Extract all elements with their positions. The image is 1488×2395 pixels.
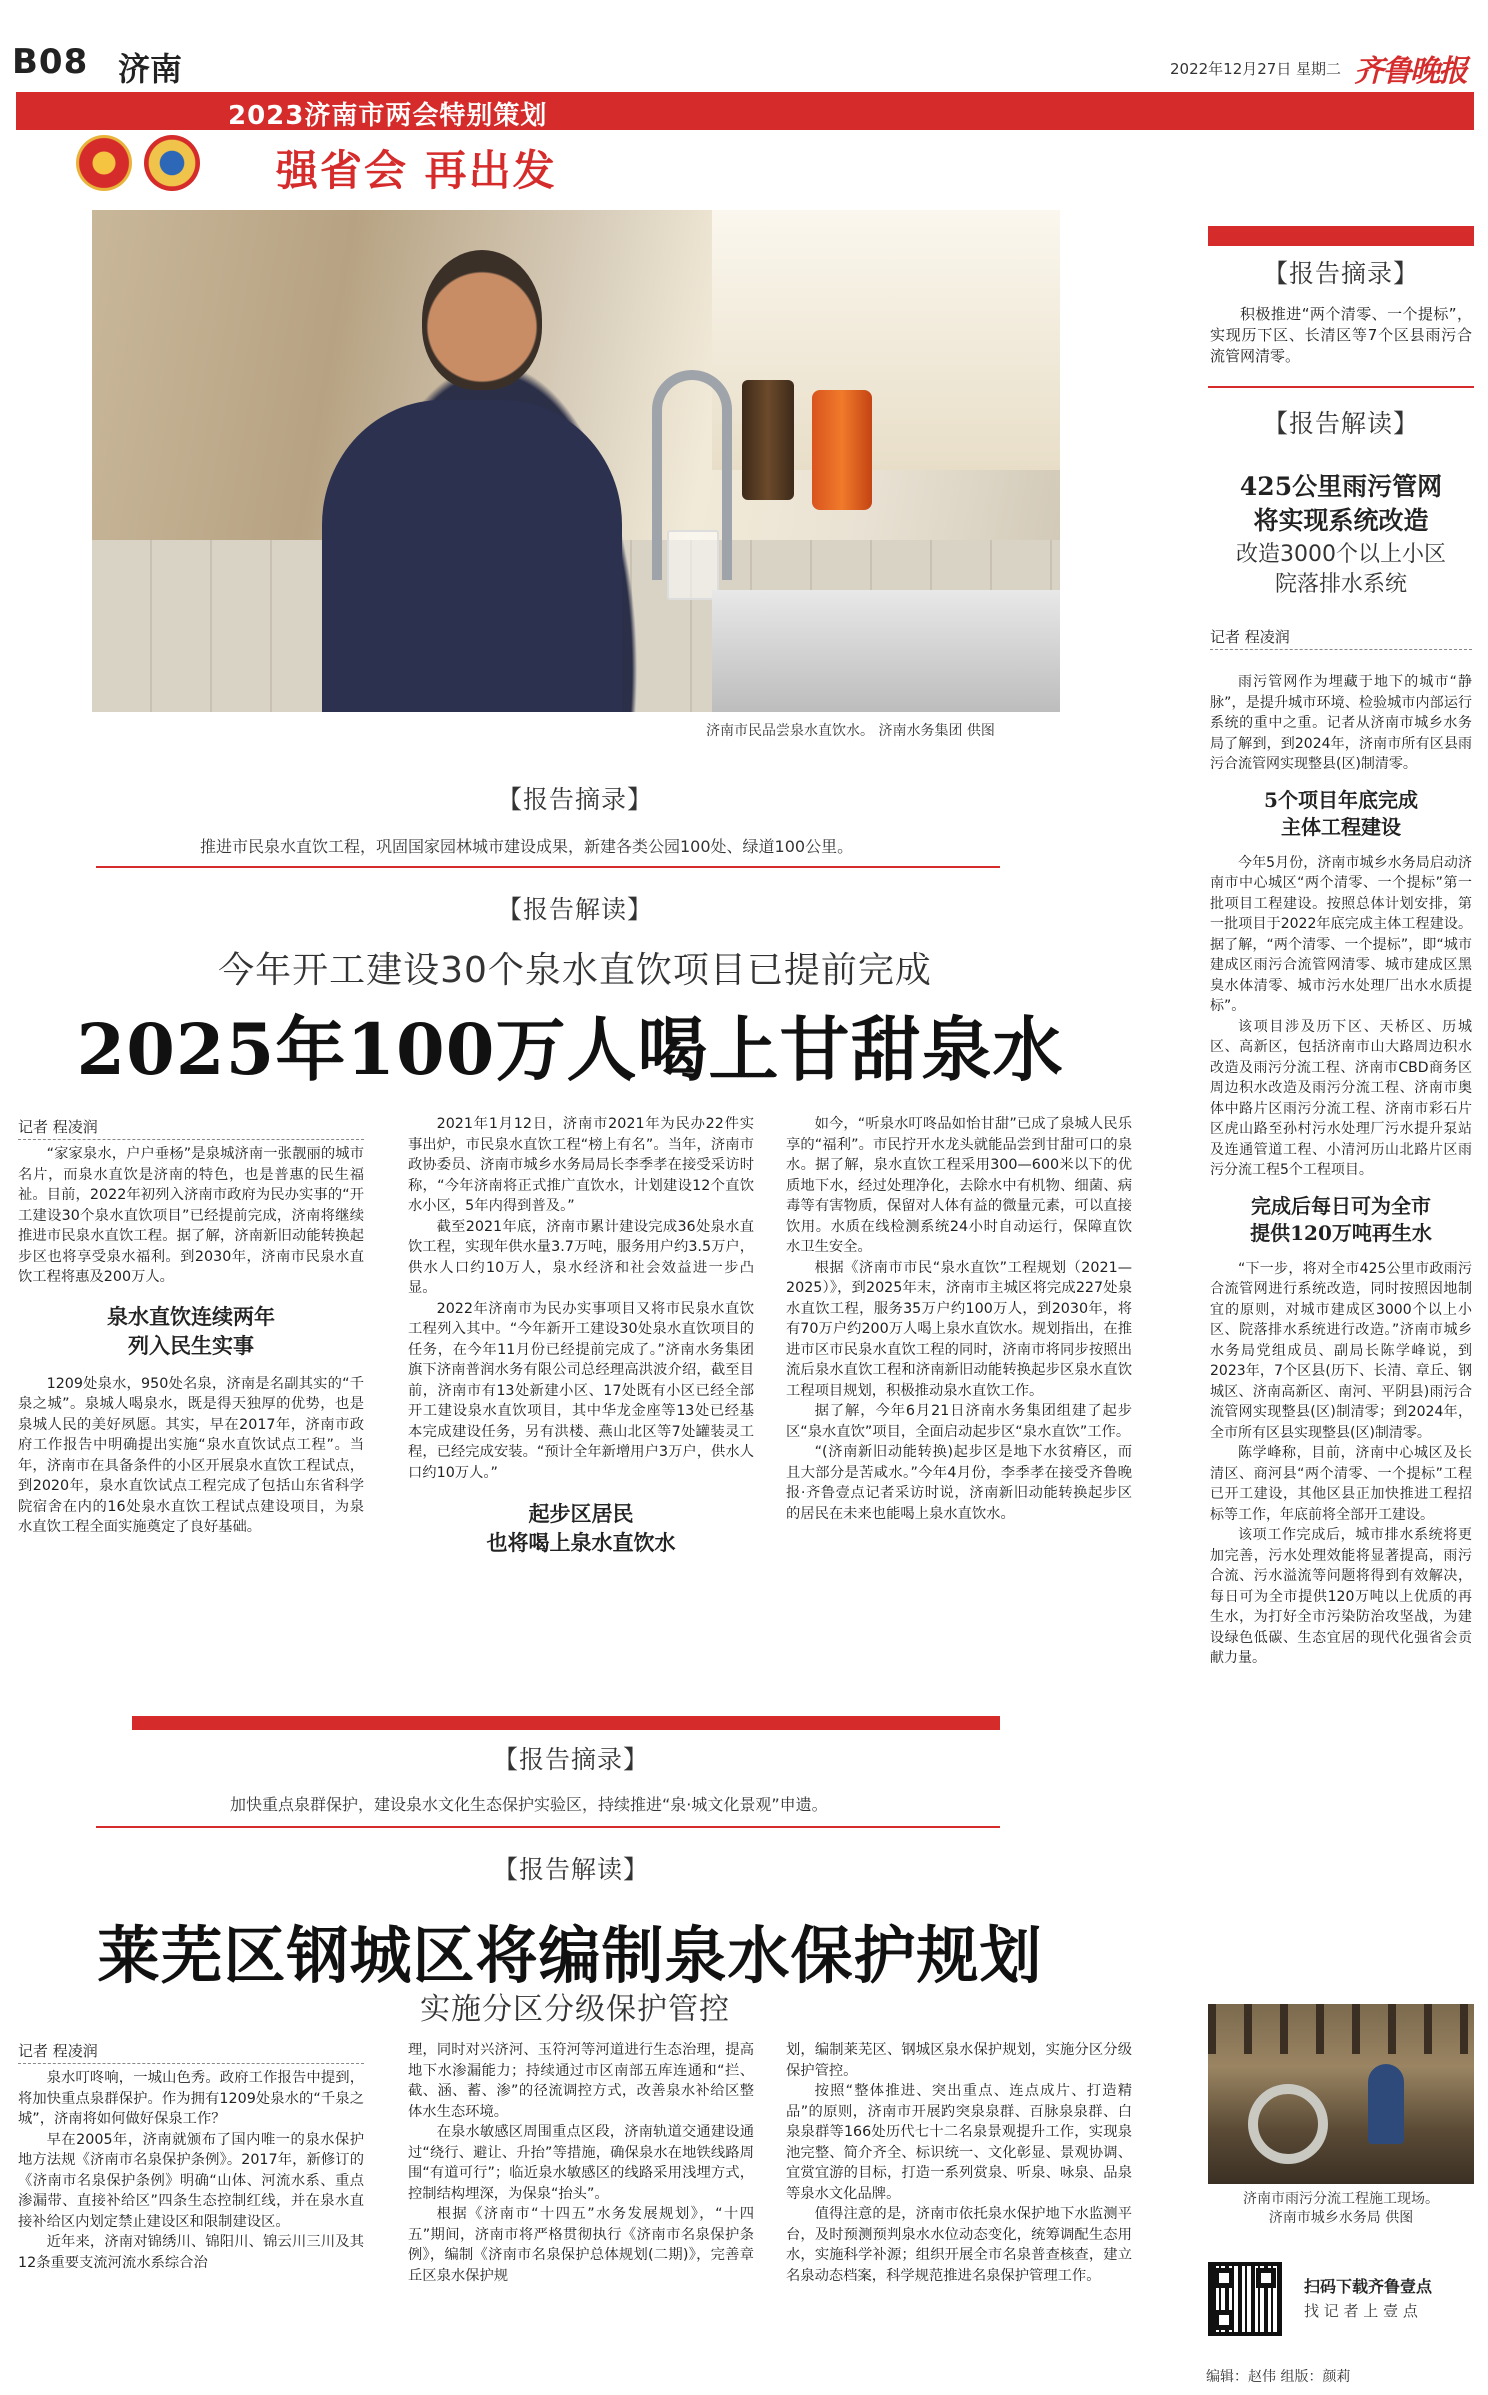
article1-divider	[96, 866, 1000, 868]
article1-tag-excerpt: 【报告摘录】	[496, 785, 653, 814]
national-emblem-icon	[76, 135, 132, 191]
main-photo-caption: 济南市民品尝泉水直饮水。 济南水务集团 供图	[706, 723, 995, 739]
sidebar-photo	[1208, 2004, 1474, 2184]
main-photo	[92, 210, 1060, 712]
article1-byline-text: 记者 程凌润	[18, 1118, 98, 1136]
article2-byline-text: 记者 程凌润	[18, 2042, 98, 2060]
sidebar-top-red-bar	[1208, 226, 1474, 246]
article1-byline	[18, 1116, 364, 1140]
article2-col3-p3: 值得注意的是，济南市依托泉水保护地下水监测平台，及时预测预判泉水水位动态变化，统筹调配生态用水，实施科学补源；组织开展全市名泉普查核查，建立名泉动态档案，科学规范推进名泉保护管理工作。	[786, 2206, 1132, 2284]
article2-col1	[18, 2068, 364, 2393]
article1-col3	[786, 1114, 1132, 1714]
scaffold	[1208, 2004, 1474, 2054]
article1-col2-p3: 2022年济南市为民办实事项目又将市民泉水直饮工程列入其中。“今年新开工建设30处泉水直饮项目的任务，在今年11月份已经提前完成了。”济南水务集团旗下济南普润水务有限公司总经理高洪波介绍，截至目前，济南市有13处新建小区、17处既有小区已经全部开工建设泉水直饮项目，其中华龙金座等13处已经基本完成建设任务，另有洪楼、燕山北区等7处罐装灵工程，已经完成安装。“预计全年新增用户3万户，供水人口约10万人。”	[408, 1300, 754, 1481]
banner-slogan: 强省会 再出发	[276, 146, 557, 195]
article2-excerpt: 加快重点泉群保护，建设泉水文化生态保护实验区，持续推进“泉·城文化景观”申遗。	[230, 1795, 828, 1814]
article2-tag-interpretation: 【报告解读】	[492, 1855, 649, 1884]
sidebar-subtitle: 改造3000个以上小区 院落排水系统	[1236, 542, 1446, 597]
article1-col2-p2: 截至2021年底，济南市累计建设完成36处泉水直饮工程，实现年供水量3.7万吨，服务用户约3.5万户，供水人口约10万人，泉水经济和社会效益进一步凸显。	[408, 1218, 754, 1296]
sidebar-tag-excerpt: 【报告摘录】	[1262, 259, 1419, 288]
article1-col2	[408, 1114, 754, 1714]
article2-col1-p2: 早在2005年，济南就颁布了国内唯一的泉水保护地方法规《济南市名泉保护条例》。2017年，新修订的《济南市名泉保护条例》明确“山体、河流水系、重点渗漏带、直接补给区”四条生态控制红线，并在泉水直接补给区内划定禁止建设区和限制建设区。	[18, 2131, 364, 2230]
article1-col3-p4: “(济南新旧动能转换)起步区是地下水贫瘠区，而且大部分是苦咸水。”今年4月份，李季孝在接受齐鲁晚报·齐鲁壹点记者采访时说，济南新旧动能转换起步区的居民在未来也能喝上泉水直饮水。	[786, 1444, 1132, 1522]
page-code: B08	[12, 42, 89, 82]
trench-pipe	[1248, 2084, 1328, 2164]
issue-weekday: 星期二	[1296, 60, 1342, 78]
article1-headline: 2025年100万人喝上甘甜泉水	[76, 1008, 1064, 1091]
article1-kicker: 今年开工建设30个泉水直饮项目已提前完成	[218, 950, 932, 991]
article2-col3-p2: 按照“整体推进、突出重点、连点成片、打造精品”的原则，济南市开展趵突泉泉群、百脉泉泉群、白泉泉群等166处历代七十二名泉景观提升工作，实现泉池完整、简介齐全、标识统一、文化彰显、景观协调、宜赏宜游的目标，打造一系列赏泉、听泉、咏泉、品泉等泉水文化品牌。	[786, 2083, 1132, 2202]
article1-col1-subhead: 泉水直饮连续两年 列入民生实事	[107, 1303, 275, 1358]
article2-red-band	[132, 1716, 1000, 1730]
article1-col1-p1: “家家泉水，户户垂杨”是泉城济南一张靓丽的城市名片，而泉水直饮是济南的特色，也是普惠的民生福祉。目前，2022年初列入济南市政府为民办实事的“开工建设30个泉水直饮项目”已经提前完成，济南将继续推进市民泉水直饮工程。据了解，济南新旧动能转换起步区也将享受泉水福利。到2030年，济南市民泉水直饮工程将惠及200万人。	[18, 1146, 364, 1285]
article2-col2-p2: 在泉水敏感区周围重点区段，济南轨道交通建设通过“绕行、避让、升抬”等措施，确保泉水在地铁线路周围“有道可行”；临近泉水敏感区的线路采用浅埋方式，控制结构埋深，为保泉“抬头”。	[408, 2124, 754, 2202]
qr-finder-bl	[1214, 2310, 1234, 2330]
sidebar-p4: “下一步，将对全市425公里市政雨污合流管网进行系统改造，同时按照因地制宜的原则，对城市建成区3000个以上小区、院落排水系统进行改造。”济南市城乡水务局党组成员、副局长陈学峰说，到2023年，7个区县(历下、长清、章丘、钢城区、济南高新区、南河、平阴县)雨污合流管网实现整县(区)制清零；到2024年，全市所有区县实现整县(区)制清零。	[1210, 1260, 1472, 1441]
article1-col1-p2: 1209处泉水，950处名泉，济南是名副其实的“千泉之城”。泉城人喝泉水，既是得天独厚的优势，也是泉城人民的美好夙愿。其实，早在2017年，济南市政府工作报告中明确提出实施“泉水直饮试点工程”。当年，济南市在具备条件的小区开展泉水直饮工程试点，到2020年，泉水直饮试点工程完成了包括山东省科学院宿舍在内的16处泉水直饮工程试点建设项目，为泉水直饮工程全面实施奠定了良好基础。	[18, 1375, 364, 1535]
masthead	[0, 0, 1488, 100]
footer-editors: 编辑：赵伟 组版：颜莉	[1206, 2369, 1351, 2385]
article2-col3-p1: 划，编制莱芜区、钢城区泉水保护规划，实施分区分级保护管控。	[786, 2042, 1132, 2079]
article2-col2-p1: 理，同时对兴济河、玉符河等河道进行生态治理，提高地下水渗漏能力；持续通过市区南部五库连通和“拦、截、涵、蓄、渗”的径流调控方式，改善泉水补给区整体水生态环境。	[408, 2042, 754, 2120]
sidebar-headline: 425公里雨污管网 将实现系统改造	[1239, 472, 1443, 535]
article2-col2-p3: 根据《济南市“十四五”水务发展规划》，“十四五”期间，济南市将严格贯彻执行《济南市名泉保护条例》，编制《济南市名泉保护总体规划(二期)》，完善章丘区泉水保护规	[408, 2206, 754, 2284]
sidebar-p5: 陈学峰称，目前，济南中心城区及长清区、商河县“两个清零、一个提标”工程已开工建设，其他区县正加快推进工程招标等工作，年底前将全部开工建设。	[1210, 1445, 1472, 1523]
sidebar-excerpt: 积极推进“两个清零、一个提标”，实现历下区、长清区等7个区县雨污合流管网清零。	[1210, 305, 1472, 365]
article2-divider	[96, 1826, 1000, 1828]
article1-col3-p2: 根据《济南市市民“泉水直饮”工程规划（2021—2025）》，到2025年末，济南市主城区将完成227处泉水直饮工程，服务35万户约100万人，到2030年，将有70万户约200万人喝上泉水直饮水。规划指出，在推进市区市民泉水直饮工程的同时，济南市将同步按照出流后泉水直饮工程和济南新旧动能转换起步区泉水直饮工程项目规划，积极推动泉水直饮工作。	[786, 1259, 1132, 1399]
qr-finder-tr	[1256, 2268, 1276, 2288]
bottle-dark	[742, 380, 794, 500]
article2-col3	[786, 2040, 1132, 2393]
section-name: 济南	[118, 50, 183, 88]
worker-figure	[1368, 2064, 1404, 2144]
sidebar-p6: 该项工作完成后，城市排水系统将更加完善，污水处理效能将显著提高，雨污合流、污水溢流等问题将得到有效解决，每日可为全市提供120万吨以上优质的再生水，为打好全市污染防治攻坚战，为建设绿色低碳、生态宜居的现代化强省会贡献力量。	[1210, 1527, 1472, 1666]
banner-title: 2023济南市两会特别策划	[228, 101, 548, 131]
person-head	[422, 250, 542, 390]
bottle-orange	[812, 390, 872, 510]
sidebar-subhead1: 5个项目年底完成 主体工程建设	[1264, 787, 1418, 839]
banner-red-bar	[16, 92, 1474, 130]
sidebar-p2: 今年5月份，济南市城乡水务局启动济南市中心城区“两个清零、一个提标”第一批项目工程建设。按照总体计划安排，第一批项目于2022年底完成主体工程建设。据了解，“两个清零、一个提标”，即“城市建成区雨污合流管网清零、城市建成区黑臭水体清零、城市污水处理厂出水水质提标”。	[1210, 854, 1472, 1014]
article2-headline: 莱芜区钢城区将编制泉水保护规划	[97, 1919, 1043, 1992]
sidebar-byline	[1210, 626, 1472, 650]
sidebar-subhead2: 完成后每日可为全市 提供120万吨再生水	[1250, 1193, 1432, 1245]
article1-tag-interpretation: 【报告解读】	[496, 895, 653, 924]
article1-excerpt: 推进市民泉水直饮工程，巩固国家园林城市建设成果，新建各类公园100处、绿道100公里。	[200, 837, 854, 856]
article2-col1-p1: 泉水叮咚响，一城山色秀。政府工作报告中提到，将加快重点泉群保护。作为拥有1209处泉水的“千泉之城”，济南将如何做好保泉工作？	[18, 2070, 364, 2127]
sidebar-divider	[1208, 386, 1474, 388]
article2-col2	[408, 2040, 754, 2393]
article1-col3-p1: 如今，“听泉水叮咚品如怡甘甜”已成了泉城人民乐享的“福利”。市民拧开水龙头就能品尝到甘甜可口的泉水。据了解，泉水直饮工程采用300—600米以下的优质地下水，经过处理净化，去除水中有机物、细菌、病毒等有害物质，保留对人体有益的微量元素，可以直接饮用。水质在线检测系统24小时自动运行，保障直饮水卫生安全。	[786, 1116, 1132, 1255]
article1-col2-subhead: 起步区居民 也将喝上泉水直饮水	[486, 1501, 676, 1555]
article2-byline	[18, 2040, 364, 2064]
qr-code[interactable]	[1208, 2262, 1282, 2336]
sidebar-photo-caption: 济南市雨污分流工程施工现场。 济南市城乡水务局 供图	[1243, 2191, 1439, 2226]
sink	[712, 590, 1060, 712]
sweater-body	[322, 400, 622, 712]
sidebar-p1: 雨污管网作为埋藏于地下的城市“静脉”，是提升城市环境、检验城市内部运行系统的重中之重。记者从济南市城乡水务局了解到，到2024年，济南市所有区县雨污合流管网实现整县(区)制清零。	[1210, 674, 1472, 772]
sidebar-p3: 该项目涉及历下区、天桥区、历城区、高新区，包括济南市山大路周边积水改造及雨污分流工程、济南市CBD商务区周边积水改造及雨污分流工程、济南市奥体中路片区雨污分流工程、济南市彩石片区虎山路至孙村污水处理厂污水提升泵站及连通管道工程、小清河历山北路片区雨污分流工程5个工程项目。	[1210, 1018, 1472, 1178]
article2-tag-excerpt: 【报告摘录】	[492, 1745, 649, 1774]
article1-col1	[18, 1144, 364, 1714]
sidebar-byline-text: 记者 程凌润	[1210, 628, 1290, 646]
paper-logo: 齐鲁晚报	[1354, 54, 1466, 89]
sidebar-body	[1210, 672, 1472, 1972]
article2-subtitle: 实施分区分级保护管控	[420, 1992, 730, 2027]
article1-col2-p1: 2021年1月12日，济南市2021年为民办22件实事出炉，市民泉水直饮工程“榜上有名”。当年，济南市政协委员、济南市城乡水务局局长李季孝在接受采访时称，“今年济南将正式推广直饮水，计划建设12个直饮水小区，5年内得到普及。”	[408, 1116, 754, 1214]
article1-col3-p3: 据了解，今年6月21日济南水务集团组建了起步区“泉水直饮”项目，全面启动起步区“泉水直饮”工作。	[786, 1403, 1132, 1440]
cppcc-emblem-icon	[144, 135, 200, 191]
issue-date: 2022年12月27日	[1170, 60, 1292, 78]
qr-label: 扫码下载齐鲁壹点	[1304, 2277, 1433, 2296]
qr-sub: 找 记 者 上 壹 点	[1304, 2302, 1418, 2320]
qr-finder-tl	[1214, 2268, 1234, 2288]
banner	[0, 92, 1488, 202]
sidebar-tag-interpretation: 【报告解读】	[1262, 409, 1419, 438]
article2-col1-p3: 近年来，济南对锦绣川、锦阳川、锦云川三川及其12条重要支流河流水系综合治	[18, 2234, 364, 2271]
